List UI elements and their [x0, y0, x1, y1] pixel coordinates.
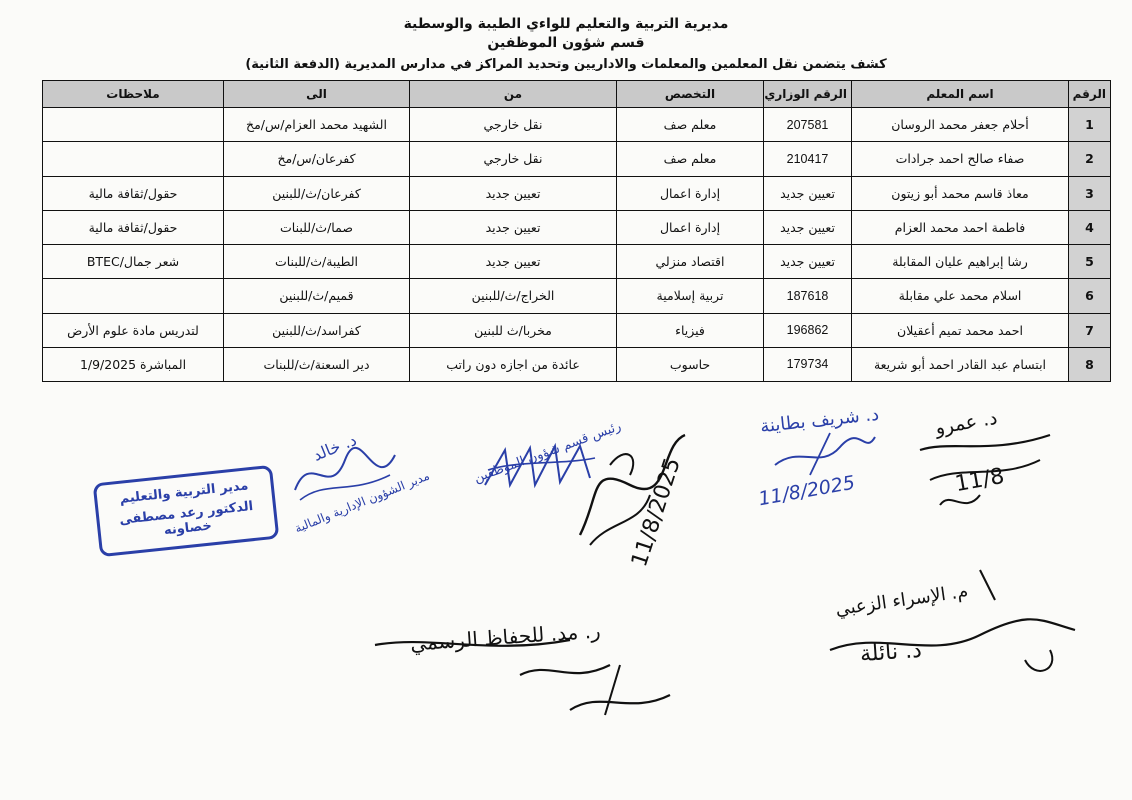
cell-spec: تربية إسلامية [617, 279, 764, 313]
cell-name: أحلام جعفر محمد الروسان [852, 108, 1069, 142]
column-header: الرقم الوزاري [764, 81, 852, 108]
cell-notes: شعر جمال/BTEC [43, 245, 224, 279]
cell-from: تعيين جديد [410, 245, 617, 279]
cell-from: مخربا/ث للبنين [410, 313, 617, 347]
column-header: ملاحظات [43, 81, 224, 108]
cell-spec: معلم صف [617, 142, 764, 176]
cell-to: صما/ث/للبنات [224, 210, 410, 244]
cell-spec: فيزياء [617, 313, 764, 347]
table-row [43, 108, 1111, 142]
cell-spec: معلم صف [617, 108, 764, 142]
cell-to: كفرعان/س/مخ [224, 142, 410, 176]
cell-id: 187618 [764, 279, 852, 313]
shareef-signature-scribble [770, 425, 880, 485]
cell-notes [43, 108, 224, 142]
israa-signature: م. الإسراء الزعبي [834, 580, 970, 621]
cell-notes: حقول/ثقافة مالية [43, 210, 224, 244]
cell-id: 207581 [764, 108, 852, 142]
column-header: اسم المعلم [852, 81, 1069, 108]
cell-notes: المباشرة 1/9/2025 [43, 347, 224, 381]
amro-signature-date: 11/8 [953, 463, 1007, 498]
cell-name: صفاء صالح احمد جرادات [852, 142, 1069, 176]
column-header: الى [224, 81, 410, 108]
cell-num: 2 [1069, 142, 1111, 176]
khaled-signature-role: مدير الشؤون الإدارية والمالية [292, 468, 432, 536]
cell-spec: حاسوب [617, 347, 764, 381]
column-header: الرقم [1069, 81, 1111, 108]
table-row [43, 313, 1111, 347]
cell-num: 6 [1069, 279, 1111, 313]
cell-to: الطيبة/ث/للبنات [224, 245, 410, 279]
cell-name: فاطمة احمد محمد العزام [852, 210, 1069, 244]
cell-id: 196862 [764, 313, 852, 347]
nayla-signature: د. نائلة [859, 637, 923, 668]
transfer-table [42, 80, 1111, 382]
cell-name: ابتسام عبد القادر احمد أبو شريعة [852, 347, 1069, 381]
table-header-row [43, 81, 1111, 108]
cell-spec: اقتصاد منزلي [617, 245, 764, 279]
cell-notes: حقول/ثقافة مالية [43, 176, 224, 210]
cell-notes: لتدريس مادة علوم الأرض [43, 313, 224, 347]
cell-name: احمد محمد تميم أعقيلان [852, 313, 1069, 347]
cell-name: رشا إبراهيم عليان المقابلة [852, 245, 1069, 279]
cell-from: نقل خارجي [410, 108, 617, 142]
khaled-signature-name: د. خالد [310, 430, 360, 465]
stamp-title: مدير التربية والتعليم [118, 478, 250, 507]
cell-to: كفرعان/ث/للبنين [224, 176, 410, 210]
table-row [43, 279, 1111, 313]
table-row [43, 176, 1111, 210]
cell-num: 7 [1069, 313, 1111, 347]
center-signature-note: ر. مد. للحفاظ الرسمي [409, 618, 602, 656]
amro-signature-name: د. عمرو [933, 406, 999, 440]
cell-from: الخراج/ث/للبنين [410, 279, 617, 313]
table-row [43, 245, 1111, 279]
cell-id: 179734 [764, 347, 852, 381]
cell-name: معاذ قاسم محمد أبو زيتون [852, 176, 1069, 210]
cell-name: اسلام محمد علي مقابلة [852, 279, 1069, 313]
cell-id: تعيين جديد [764, 176, 852, 210]
center-signature-scribble [370, 605, 700, 725]
khalid-signature-date: 11/8/2025 [627, 454, 686, 571]
cell-num: 8 [1069, 347, 1111, 381]
nayla-signature-scribble [820, 560, 1080, 690]
cell-spec: إدارة اعمال [617, 210, 764, 244]
amro-signature-scribble [910, 410, 1060, 520]
cell-notes [43, 142, 224, 176]
shareef-signature-name: د. شريف بطاينة [759, 403, 880, 438]
cell-id: 210417 [764, 142, 852, 176]
cell-num: 4 [1069, 210, 1111, 244]
cell-from: عائدة من اجازه دون راتب [410, 347, 617, 381]
document-subject: كشف يتضمن نقل المعلمين والمعلمات والاداريين وتحديد المراكز في مدارس المديرية (الدفعة الثانية) [245, 57, 887, 72]
cell-num: 5 [1069, 245, 1111, 279]
cell-from: تعيين جديد [410, 176, 617, 210]
directorate-title: مديرية التربية والتعليم للواءي الطيبة والوسطية [403, 16, 729, 32]
table-row [43, 347, 1111, 381]
cell-to: الشهيد محمد العزام/س/مخ [224, 108, 410, 142]
cell-spec: إدارة اعمال [617, 176, 764, 210]
column-header: من [410, 81, 617, 108]
department-title: قسم شؤون الموظفين [487, 35, 645, 51]
cell-from: نقل خارجي [410, 142, 617, 176]
cell-id: تعيين جديد [764, 210, 852, 244]
cell-num: 1 [1069, 108, 1111, 142]
table-row [43, 210, 1111, 244]
cell-notes [43, 279, 224, 313]
cell-to: كفراسد/ث/للبنين [224, 313, 410, 347]
hr-head-signature-title: رئيس قسم شؤون الموظفين [472, 418, 624, 487]
cell-to: قميم/ث/للبنين [224, 279, 410, 313]
director-stamp [93, 465, 280, 557]
khaled-signature-scribble [290, 440, 400, 510]
stamp-name: الدكتور رعد مصطفى خصاونه [118, 499, 254, 539]
table-row [43, 142, 1111, 176]
cell-id: تعيين جديد [764, 245, 852, 279]
cell-to: دير السعنة/ث/للبنات [224, 347, 410, 381]
column-header: التخصص [617, 81, 764, 108]
shareef-signature-date: 11/8/2025 [756, 471, 857, 511]
khalid-signature-scribble [570, 425, 700, 555]
cell-num: 3 [1069, 176, 1111, 210]
cell-from: تعيين جديد [410, 210, 617, 244]
